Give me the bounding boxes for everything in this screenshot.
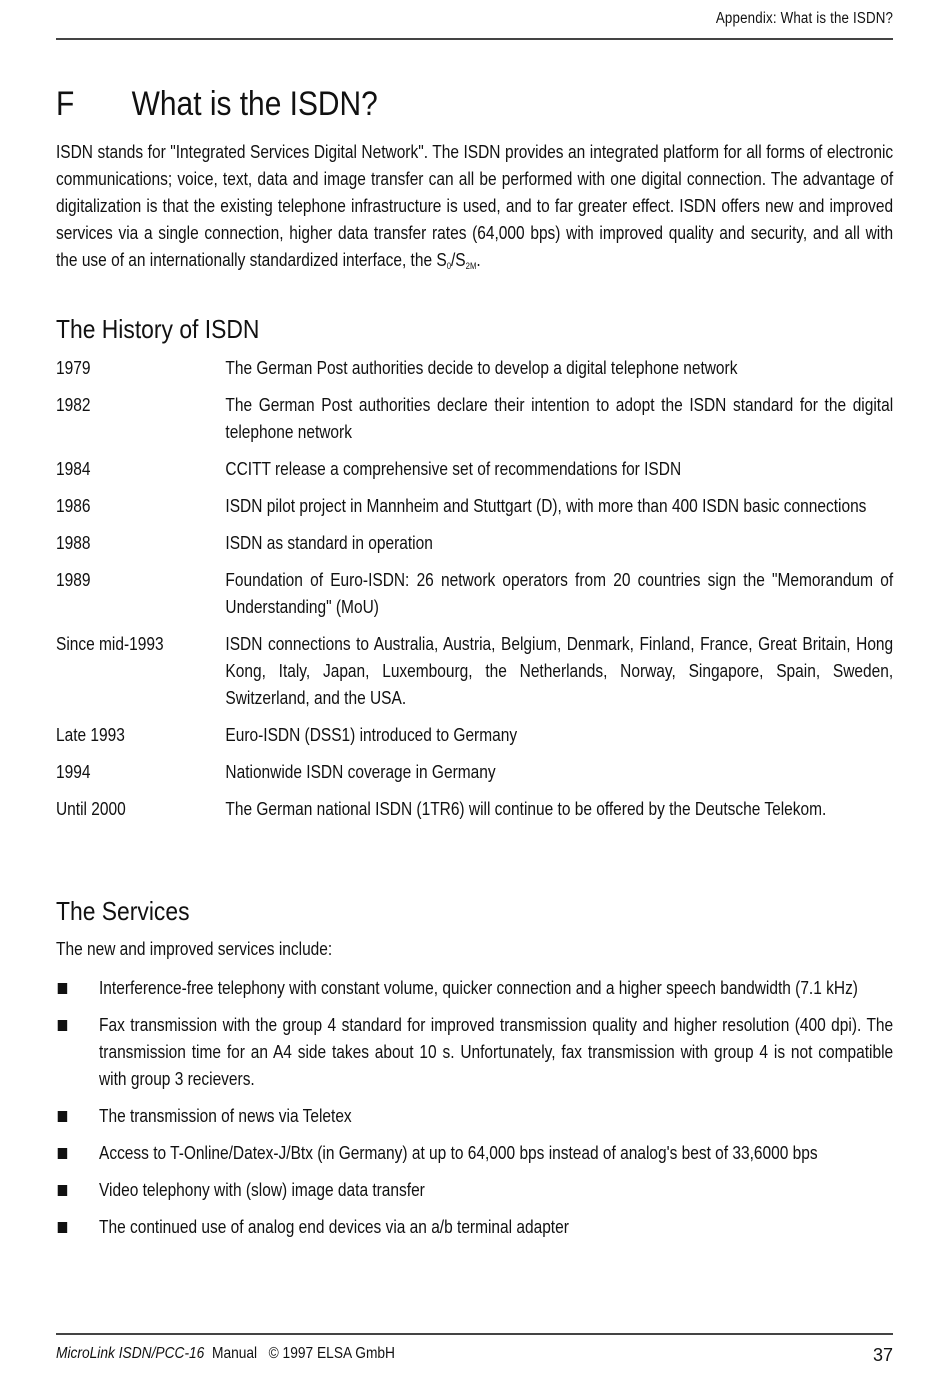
- timeline-row: [56, 759, 893, 786]
- footer-credits: [56, 1345, 395, 1363]
- timeline-desc: The German Post authorities declare their intention to adopt the ISDN standard for the digital telephone network: [225, 395, 894, 442]
- intro-end: .: [476, 250, 481, 270]
- timeline-desc: Nationwide ISDN coverage in Germany: [225, 762, 496, 782]
- timeline-desc: The German national ISDN (1TR6) will continue to be offered by the Deutsche Telekom.: [225, 799, 827, 819]
- services-list: [56, 975, 893, 1251]
- chapter-letter: F: [56, 85, 75, 123]
- timeline-row: [56, 355, 893, 382]
- square-bullet-icon: [56, 1214, 99, 1241]
- intro-slash: /S: [451, 250, 466, 270]
- header-rule: [56, 38, 893, 40]
- running-header: Appendix: What is the ISDN?: [715, 10, 893, 27]
- square-bullet-icon: [56, 1177, 99, 1204]
- timeline-year: Since mid-1993: [56, 634, 164, 654]
- list-item-text: Video telephony with (slow) image data transfer: [99, 1180, 425, 1200]
- footer-copyright: © 1997 ELSA GmbH: [268, 1345, 396, 1362]
- history-timeline: [56, 355, 893, 833]
- chapter-title: [56, 84, 378, 124]
- timeline-desc: The German Post authorities decide to develop a digital telephone network: [225, 358, 738, 378]
- list-item: [56, 1140, 893, 1167]
- list-item: [56, 1177, 893, 1204]
- timeline-year: 1994: [56, 762, 91, 782]
- list-item: [56, 1214, 893, 1241]
- timeline-desc: ISDN as standard in operation: [225, 533, 433, 553]
- list-item-text: Access to T-Online/Datex-J/Btx (in Germany) at up to 64,000 bps instead of analog's best of 33,6000 bps: [99, 1143, 818, 1163]
- timeline-desc: Euro-ISDN (DSS1) introduced to Germany: [225, 725, 518, 745]
- chapter-title-text: What is the ISDN?: [131, 85, 378, 123]
- timeline-year: 1988: [56, 533, 91, 553]
- timeline-year: 1979: [56, 358, 91, 378]
- services-heading: The Services: [56, 896, 190, 926]
- list-item-text: Interference-free telephony with constant volume, quicker connection and a higher speech bandwidth (7.1 kHz): [99, 978, 858, 998]
- intro-paragraph: [56, 139, 893, 280]
- footer-product: MicroLink ISDN/PCC-16: [56, 1345, 205, 1362]
- list-item: [56, 975, 893, 1002]
- timeline-year: Late 1993: [56, 725, 125, 745]
- list-item-text: The transmission of news via Teletex: [99, 1106, 352, 1126]
- timeline-row: [56, 456, 893, 483]
- page-number: 37: [872, 1345, 893, 1365]
- timeline-row: [56, 392, 893, 446]
- footer-doc: Manual: [211, 1345, 258, 1362]
- timeline-row: [56, 567, 893, 621]
- timeline-year: Until 2000: [56, 799, 126, 819]
- timeline-year: 1989: [56, 570, 91, 590]
- timeline-desc: ISDN connections to Australia, Austria, Belgium, Denmark, Finland, France, Great Britain, Hong Kong, Italy, Japan, Luxembourg, the Netherlands, Norway, Singapore, Spain, Sweden, Switzerland, and the USA.: [225, 634, 894, 708]
- timeline-row: [56, 722, 893, 749]
- list-item: [56, 1012, 893, 1093]
- services-intro-text: The new and improved services include:: [56, 939, 333, 959]
- timeline-year: 1984: [56, 459, 91, 479]
- list-item-text: The continued use of analog end devices via an a/b terminal adapter: [99, 1217, 569, 1237]
- timeline-row: [56, 530, 893, 557]
- timeline-year: 1986: [56, 496, 91, 516]
- list-item: [56, 1103, 893, 1130]
- list-item-text: Fax transmission with the group 4 standard for improved transmission quality and higher resolution (400 dpi). The transmission time for an A4 side takes about 10 s. Unfortunately, fax transmission with group 4 is not compatible with group 3 recievers.: [99, 1015, 894, 1089]
- timeline-row: [56, 631, 893, 712]
- square-bullet-icon: [56, 1103, 99, 1130]
- intro-text: ISDN stands for "Integrated Services Digital Network". The ISDN provides an integrated platform for all forms of electronic communications; voice, text, data and image transfer can all be performed with one digital connection. The advantage of digitalization is that the existing telephone infrastructure is used, and to far greater effect. ISDN offers new and improved services via a single connection, higher data transfer rates (64,000 bps) with improved quality and security, and all with the use of an internationally standardized interface, the S: [56, 142, 894, 270]
- footer-rule: [56, 1333, 893, 1335]
- timeline-desc: Foundation of Euro-ISDN: 26 network operators from 20 countries sign the "Memorandum of Understanding" (MoU): [225, 570, 894, 617]
- square-bullet-icon: [56, 1140, 99, 1167]
- timeline-desc: ISDN pilot project in Mannheim and Stuttgart (D), with more than 400 ISDN basic connections: [225, 496, 867, 516]
- timeline-desc: CCITT release a comprehensive set of recommendations for ISDN: [225, 459, 682, 479]
- square-bullet-icon: [56, 1012, 99, 1093]
- square-bullet-icon: [56, 975, 99, 1002]
- timeline-row: [56, 796, 893, 823]
- services-intro: [56, 936, 377, 963]
- timeline-year: 1982: [56, 395, 91, 415]
- history-heading: The History of ISDN: [56, 314, 260, 344]
- subscript-2m: 2M: [465, 261, 477, 271]
- timeline-row: [56, 493, 893, 520]
- subscript-0: 0: [446, 261, 452, 271]
